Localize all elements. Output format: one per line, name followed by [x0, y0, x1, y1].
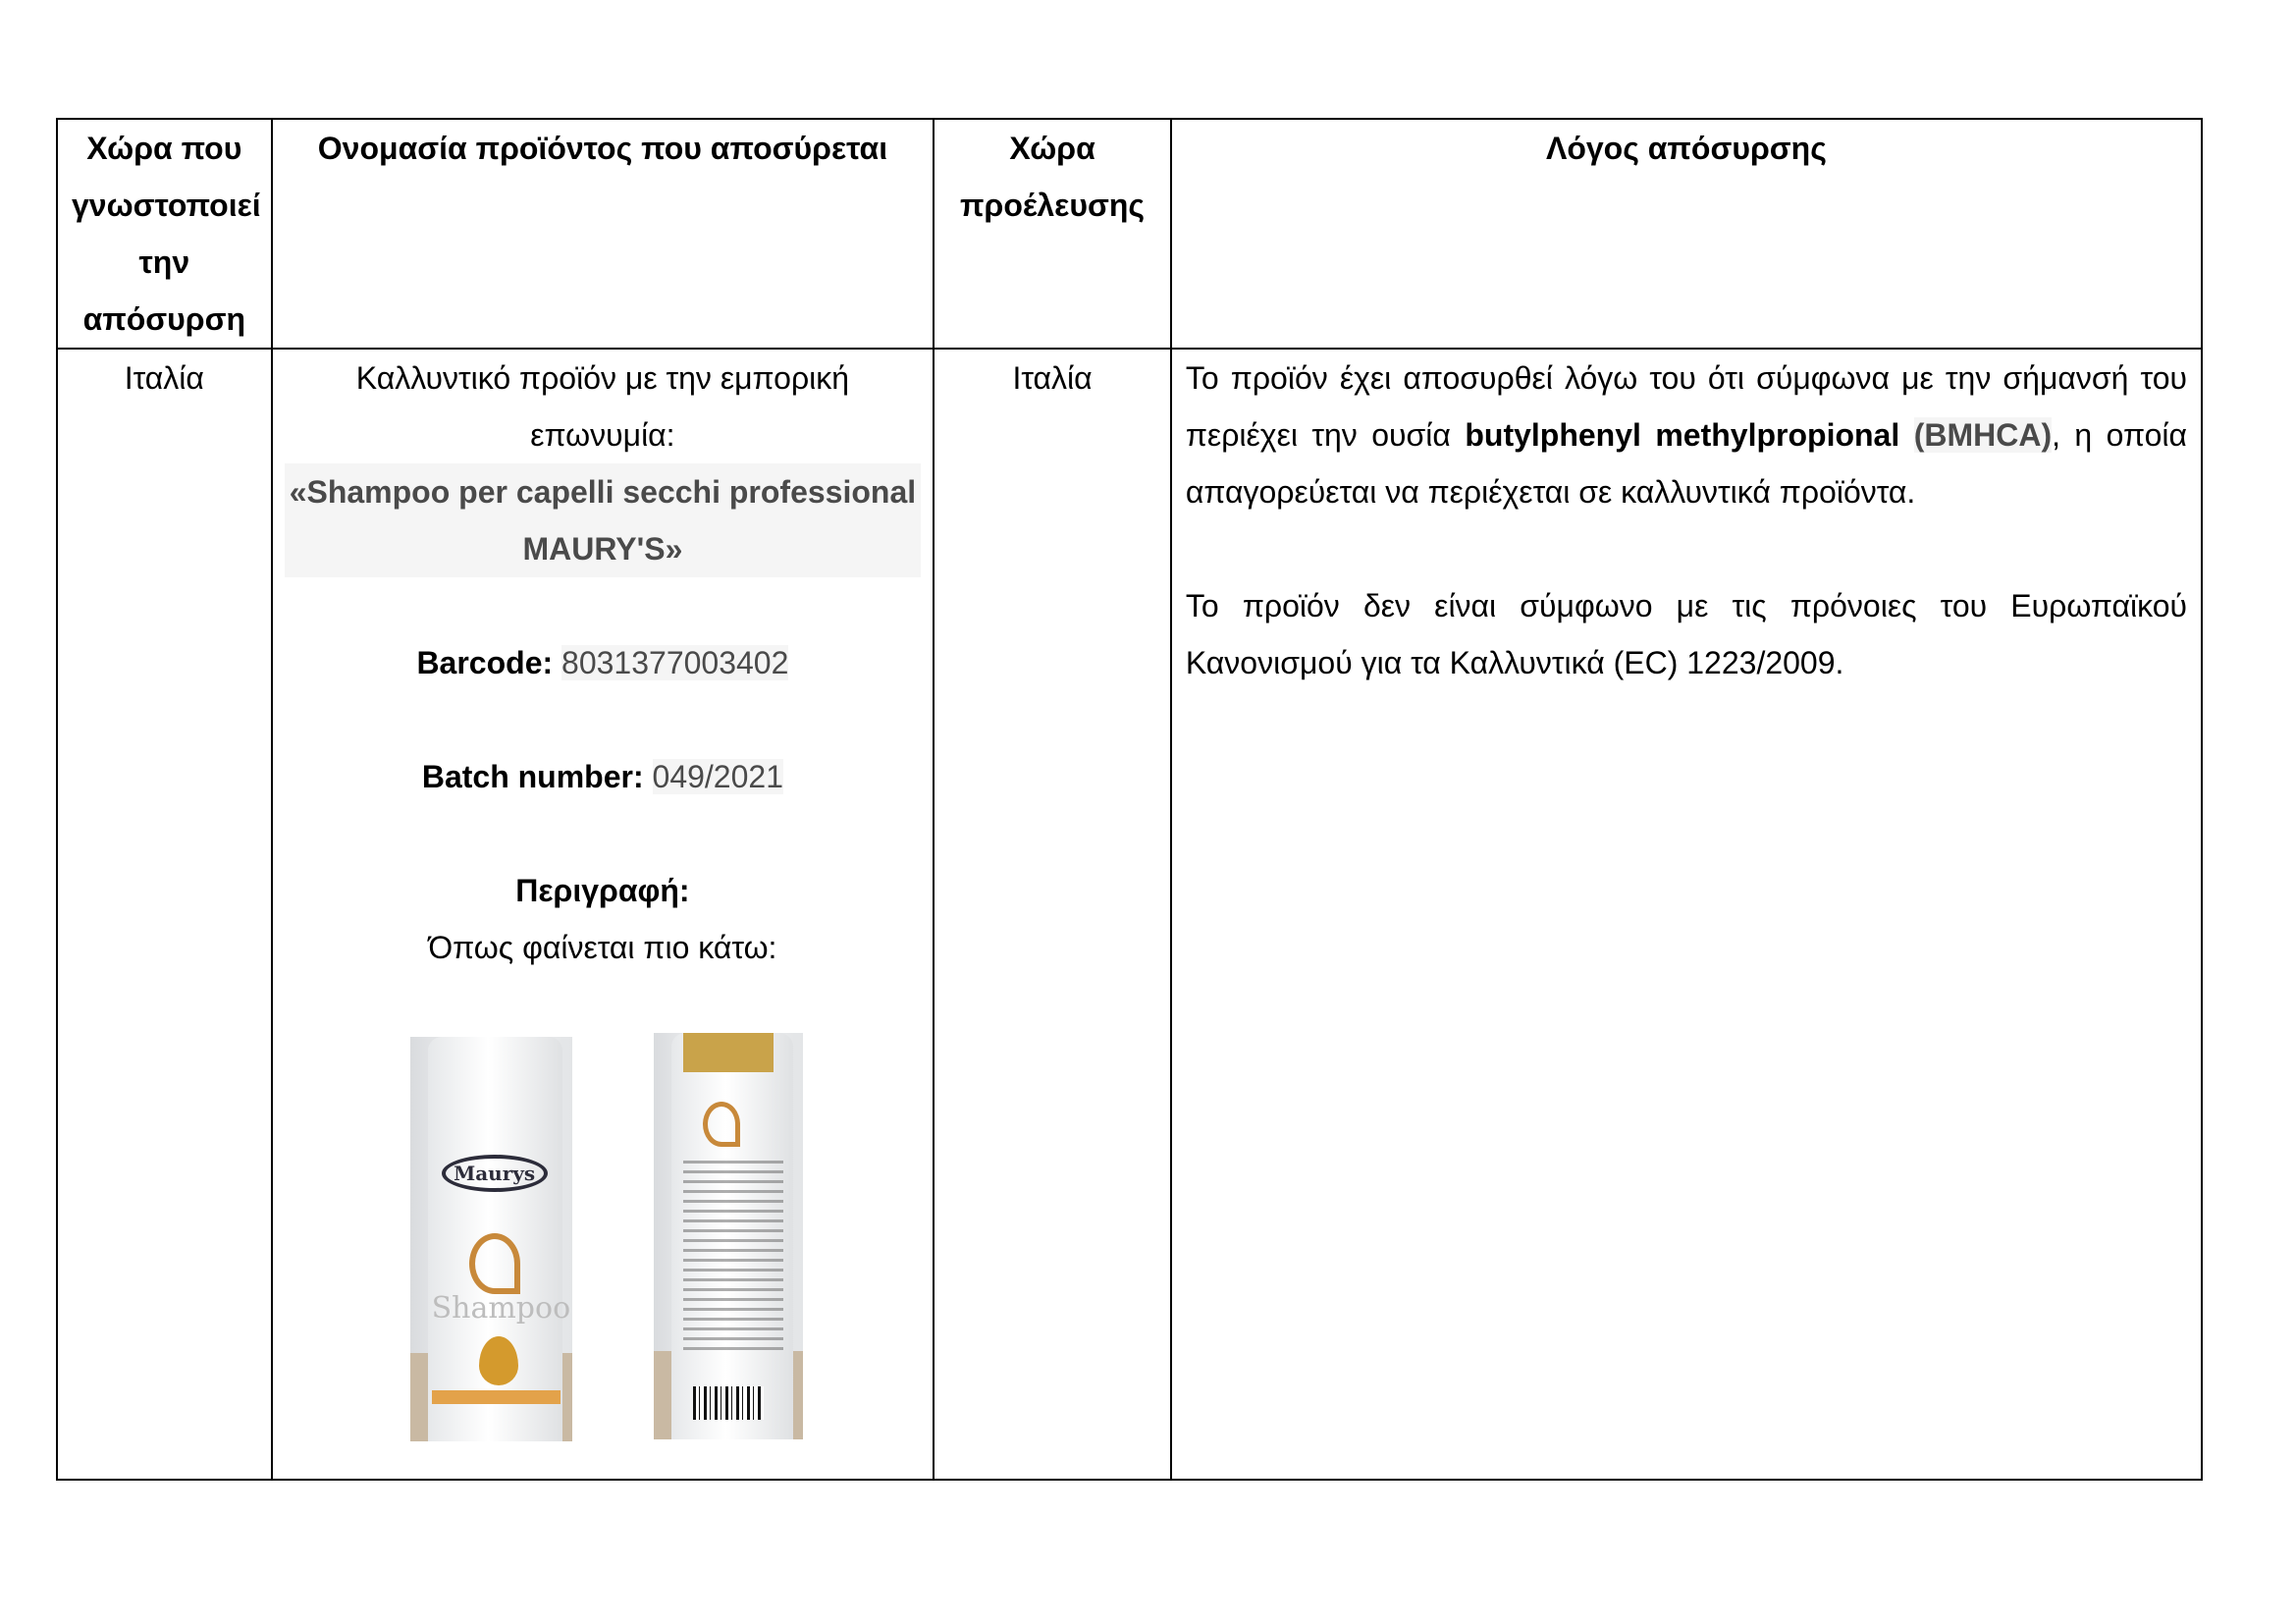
cell-reason [1171, 349, 2202, 1480]
product-photo-back [654, 1033, 803, 1439]
cell-notifying-country: Ιταλία [57, 349, 272, 1480]
batch-value: 049/2021 [652, 759, 783, 794]
reason-text-end: , η οποία απαγορεύεται να περιέχεται σε καλλυντικά προϊόντα. [1185, 417, 2188, 510]
barcode-label: Barcode: [416, 645, 554, 680]
barcode-icon [693, 1386, 764, 1420]
substance-name: butylphenyl methylpropional [1465, 417, 1900, 453]
cell-product [272, 349, 934, 1480]
product-photo-front [410, 1037, 572, 1441]
description-text: Όπως φαίνεται πιο κάτω: [428, 930, 777, 965]
barcode-line [287, 634, 920, 691]
batch-line [287, 748, 920, 805]
header-recall-reason: Λόγος απόσυρσης [1171, 119, 2202, 349]
ingredient-text [683, 1161, 783, 1357]
header-product-name: Ονομασία προϊόντος που αποσύρεται [272, 119, 934, 349]
product-name: «Shampoo per capelli secchi professional MAURY'S» [285, 463, 922, 577]
header-notifying-country: Χώρα που γνωστοποιεί την απόσυρση [57, 119, 272, 349]
reason-paragraph-2: Το προϊόν δεν είναι σύμφωνο με τις πρόνοιες του Ευρωπαϊκού Κανονισμού για τα Καλλυντικά (EC) 1223/2009. [1185, 588, 2187, 680]
recall-table [56, 118, 2203, 1481]
batch-label: Batch number: [421, 759, 644, 794]
description-label: Περιγραφή: [515, 873, 690, 908]
table-row [57, 349, 2202, 1480]
reason-text: Το προϊόν έχει αποσυρθεί λόγω του ότι σύμφωνα με την σήμανσή του περιέχει την ουσία [1185, 360, 2187, 453]
cell-origin-country: Ιταλία [934, 349, 1171, 1480]
bottle-word: Shampoo [431, 1291, 571, 1326]
swirl-icon [469, 1233, 520, 1294]
header-origin-country: Χώρα προέλευσης [934, 119, 1171, 349]
barcode-value: 8031377003402 [561, 645, 789, 680]
swirl-icon [703, 1102, 740, 1147]
product-intro: Καλλυντικό προϊόν με την εμπορική επωνυμία: [355, 360, 850, 453]
bottle-logo: Maurys [442, 1155, 548, 1192]
reason-paragraph-1 [1186, 350, 2187, 520]
oil-drop-icon [479, 1336, 518, 1385]
header-row [57, 119, 2202, 349]
substance-abbrev: (BMHCA) [1913, 417, 2053, 453]
product-images [287, 1033, 920, 1445]
bottle-cap [683, 1033, 774, 1072]
